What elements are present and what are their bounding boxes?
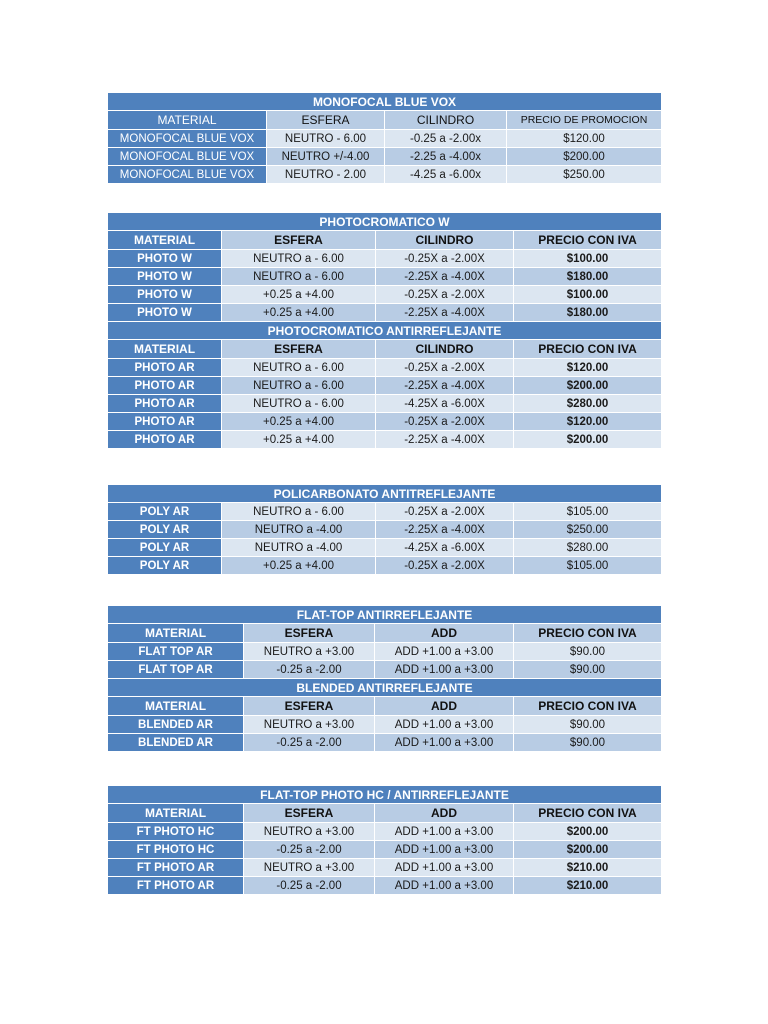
column-header-precio: PRECIO CON IVA bbox=[514, 804, 662, 823]
column-header-material: MATERIAL bbox=[108, 697, 244, 716]
column-header-precio: PRECIO CON IVA bbox=[514, 340, 662, 359]
table-row bbox=[108, 643, 662, 661]
price-cell: $180.00 bbox=[514, 304, 662, 322]
policarbonato-table bbox=[107, 484, 662, 575]
esfera-cell: -0.25 a -2.00 bbox=[244, 734, 375, 752]
price-cell: $100.00 bbox=[514, 250, 662, 268]
table-row bbox=[108, 130, 662, 148]
esfera-cell: NEUTRO a +3.00 bbox=[244, 859, 375, 877]
material-cell: POLY AR bbox=[108, 539, 222, 557]
add-cell: ADD +1.00 a +3.00 bbox=[375, 859, 514, 877]
price-cell: $250.00 bbox=[507, 166, 662, 184]
cilindro-cell: -0.25X a -2.00X bbox=[376, 413, 514, 431]
table-row bbox=[108, 395, 662, 413]
column-header-add: ADD bbox=[375, 624, 514, 643]
material-cell: PHOTO AR bbox=[108, 431, 222, 449]
column-header-material: MATERIAL bbox=[108, 231, 222, 250]
material-cell: MONOFOCAL BLUE VOX bbox=[108, 148, 267, 166]
cilindro-cell: -4.25 a -6.00x bbox=[385, 166, 507, 184]
esfera-cell: NEUTRO a - 6.00 bbox=[222, 395, 376, 413]
column-header-add: ADD bbox=[375, 804, 514, 823]
column-header-cilindro: CILINDRO bbox=[376, 231, 514, 250]
price-cell: $100.00 bbox=[514, 286, 662, 304]
column-header-material: MATERIAL bbox=[108, 624, 244, 643]
price-cell: $105.00 bbox=[514, 503, 662, 521]
column-header-material: MATERIAL bbox=[108, 111, 267, 130]
price-cell: $210.00 bbox=[514, 877, 662, 895]
price-cell: $200.00 bbox=[514, 431, 662, 449]
material-cell: FT PHOTO AR bbox=[108, 859, 244, 877]
column-header-precio: PRECIO CON IVA bbox=[514, 624, 662, 643]
column-header-precio: PRECIO DE PROMOCION bbox=[507, 111, 662, 130]
price-cell: $120.00 bbox=[507, 130, 662, 148]
cilindro-cell: -0.25 a -2.00x bbox=[385, 130, 507, 148]
table-row bbox=[108, 166, 662, 184]
material-cell: MONOFOCAL BLUE VOX bbox=[108, 166, 267, 184]
cilindro-cell: -2.25X a -4.00X bbox=[376, 377, 514, 395]
price-cell: $280.00 bbox=[514, 395, 662, 413]
table-row bbox=[108, 521, 662, 539]
table-row bbox=[108, 413, 662, 431]
cilindro-cell: -2.25X a -4.00X bbox=[376, 431, 514, 449]
table-row bbox=[108, 539, 662, 557]
price-cell: $210.00 bbox=[514, 859, 662, 877]
esfera-cell: NEUTRO a +3.00 bbox=[244, 716, 375, 734]
esfera-cell: NEUTRO a -4.00 bbox=[222, 539, 376, 557]
price-cell: $200.00 bbox=[514, 823, 662, 841]
table-row bbox=[108, 268, 662, 286]
price-cell: $250.00 bbox=[514, 521, 662, 539]
material-cell: MONOFOCAL BLUE VOX bbox=[108, 130, 267, 148]
price-cell: $200.00 bbox=[514, 841, 662, 859]
esfera-cell: NEUTRO a - 6.00 bbox=[222, 359, 376, 377]
column-header-precio: PRECIO CON IVA bbox=[514, 697, 662, 716]
cilindro-cell: -4.25X a -6.00X bbox=[376, 539, 514, 557]
price-cell: $120.00 bbox=[514, 413, 662, 431]
table-row bbox=[108, 859, 662, 877]
column-header-esfera: ESFERA bbox=[244, 804, 375, 823]
table-row bbox=[108, 823, 662, 841]
table-row bbox=[108, 304, 662, 322]
esfera-cell: NEUTRO a - 6.00 bbox=[222, 250, 376, 268]
column-header-esfera: ESFERA bbox=[222, 340, 376, 359]
add-cell: ADD +1.00 a +3.00 bbox=[375, 841, 514, 859]
esfera-cell: NEUTRO a -4.00 bbox=[222, 521, 376, 539]
price-cell: $120.00 bbox=[514, 359, 662, 377]
cilindro-cell: -2.25X a -4.00X bbox=[376, 304, 514, 322]
table-row bbox=[108, 557, 662, 575]
material-cell: PHOTO AR bbox=[108, 359, 222, 377]
price-cell: $200.00 bbox=[507, 148, 662, 166]
price-cell: $90.00 bbox=[514, 661, 662, 679]
price-cell: $180.00 bbox=[514, 268, 662, 286]
price-cell: $200.00 bbox=[514, 377, 662, 395]
material-cell: FLAT TOP AR bbox=[108, 643, 244, 661]
cilindro-cell: -0.25X a -2.00X bbox=[376, 503, 514, 521]
material-cell: FT PHOTO HC bbox=[108, 841, 244, 859]
cilindro-cell: -0.25X a -2.00X bbox=[376, 286, 514, 304]
material-cell: PHOTO AR bbox=[108, 395, 222, 413]
material-cell: FT PHOTO AR bbox=[108, 877, 244, 895]
cilindro-cell: -2.25 a -4.00x bbox=[385, 148, 507, 166]
column-header-esfera: ESFERA bbox=[222, 231, 376, 250]
esfera-cell: NEUTRO a +3.00 bbox=[244, 643, 375, 661]
add-cell: ADD +1.00 a +3.00 bbox=[375, 823, 514, 841]
material-cell: POLY AR bbox=[108, 503, 222, 521]
table-title: FLAT-TOP ANTIRREFLEJANTE bbox=[108, 606, 662, 624]
cilindro-cell: -2.25X a -4.00X bbox=[376, 521, 514, 539]
column-header-precio: PRECIO CON IVA bbox=[514, 231, 662, 250]
material-cell: PHOTO W bbox=[108, 250, 222, 268]
table-row bbox=[108, 377, 662, 395]
table-row bbox=[108, 431, 662, 449]
esfera-cell: NEUTRO a - 6.00 bbox=[222, 377, 376, 395]
esfera-cell: NEUTRO a - 6.00 bbox=[222, 503, 376, 521]
column-header-cilindro: CILINDRO bbox=[376, 340, 514, 359]
price-cell: $90.00 bbox=[514, 643, 662, 661]
material-cell: PHOTO AR bbox=[108, 413, 222, 431]
material-cell: BLENDED AR bbox=[108, 716, 244, 734]
cilindro-cell: -2.25X a -4.00X bbox=[376, 268, 514, 286]
column-header-material: MATERIAL bbox=[108, 804, 244, 823]
cilindro-cell: -0.25X a -2.00X bbox=[376, 250, 514, 268]
table-row bbox=[108, 661, 662, 679]
column-header-esfera: ESFERA bbox=[244, 697, 375, 716]
price-cell: $105.00 bbox=[514, 557, 662, 575]
photocromatico-table bbox=[107, 212, 662, 449]
table-title: PHOTOCROMATICO W bbox=[108, 213, 662, 231]
price-cell: $90.00 bbox=[514, 716, 662, 734]
add-cell: ADD +1.00 a +3.00 bbox=[375, 643, 514, 661]
esfera-cell: -0.25 a -2.00 bbox=[244, 661, 375, 679]
table-row bbox=[108, 250, 662, 268]
table-row bbox=[108, 877, 662, 895]
material-cell: POLY AR bbox=[108, 521, 222, 539]
add-cell: ADD +1.00 a +3.00 bbox=[375, 877, 514, 895]
add-cell: ADD +1.00 a +3.00 bbox=[375, 734, 514, 752]
material-cell: PHOTO AR bbox=[108, 377, 222, 395]
esfera-cell: +0.25 a +4.00 bbox=[222, 286, 376, 304]
esfera-cell: +0.25 a +4.00 bbox=[222, 304, 376, 322]
cilindro-cell: -0.25X a -2.00X bbox=[376, 557, 514, 575]
add-cell: ADD +1.00 a +3.00 bbox=[375, 716, 514, 734]
material-cell: PHOTO W bbox=[108, 268, 222, 286]
material-cell: FLAT TOP AR bbox=[108, 661, 244, 679]
table-row bbox=[108, 734, 662, 752]
column-header-material: MATERIAL bbox=[108, 340, 222, 359]
table-title: POLICARBONATO ANTITREFLEJANTE bbox=[108, 485, 662, 503]
table-title: FLAT-TOP PHOTO HC / ANTIRREFLEJANTE bbox=[108, 786, 662, 804]
table-row bbox=[108, 503, 662, 521]
column-header-cilindro: CILINDRO bbox=[385, 111, 507, 130]
table-title: MONOFOCAL BLUE VOX bbox=[108, 93, 662, 111]
esfera-cell: NEUTRO - 2.00 bbox=[267, 166, 385, 184]
price-cell: $90.00 bbox=[514, 734, 662, 752]
esfera-cell: -0.25 a -2.00 bbox=[244, 841, 375, 859]
section-title: PHOTOCROMATICO ANTIRREFLEJANTE bbox=[108, 322, 662, 340]
monofocal-blue-vox-table bbox=[107, 92, 662, 184]
material-cell: POLY AR bbox=[108, 557, 222, 575]
esfera-cell: NEUTRO a +3.00 bbox=[244, 823, 375, 841]
material-cell: PHOTO W bbox=[108, 286, 222, 304]
price-cell: $280.00 bbox=[514, 539, 662, 557]
column-header-esfera: ESFERA bbox=[244, 624, 375, 643]
table-row bbox=[108, 148, 662, 166]
table-row bbox=[108, 716, 662, 734]
table-row bbox=[108, 359, 662, 377]
material-cell: FT PHOTO HC bbox=[108, 823, 244, 841]
esfera-cell: +0.25 a +4.00 bbox=[222, 431, 376, 449]
esfera-cell: NEUTRO - 6.00 bbox=[267, 130, 385, 148]
column-header-add: ADD bbox=[375, 697, 514, 716]
cilindro-cell: -0.25X a -2.00X bbox=[376, 359, 514, 377]
section-title: BLENDED ANTIRREFLEJANTE bbox=[108, 679, 662, 697]
esfera-cell: NEUTRO +/-4.00 bbox=[267, 148, 385, 166]
esfera-cell: -0.25 a -2.00 bbox=[244, 877, 375, 895]
column-header-esfera: ESFERA bbox=[267, 111, 385, 130]
table-row bbox=[108, 841, 662, 859]
table-row bbox=[108, 286, 662, 304]
material-cell: PHOTO W bbox=[108, 304, 222, 322]
esfera-cell: NEUTRO a - 6.00 bbox=[222, 268, 376, 286]
flat-top-blended-table bbox=[107, 605, 662, 752]
cilindro-cell: -4.25X a -6.00X bbox=[376, 395, 514, 413]
add-cell: ADD +1.00 a +3.00 bbox=[375, 661, 514, 679]
flat-top-photo-table bbox=[107, 785, 662, 895]
material-cell: BLENDED AR bbox=[108, 734, 244, 752]
esfera-cell: +0.25 a +4.00 bbox=[222, 557, 376, 575]
esfera-cell: +0.25 a +4.00 bbox=[222, 413, 376, 431]
